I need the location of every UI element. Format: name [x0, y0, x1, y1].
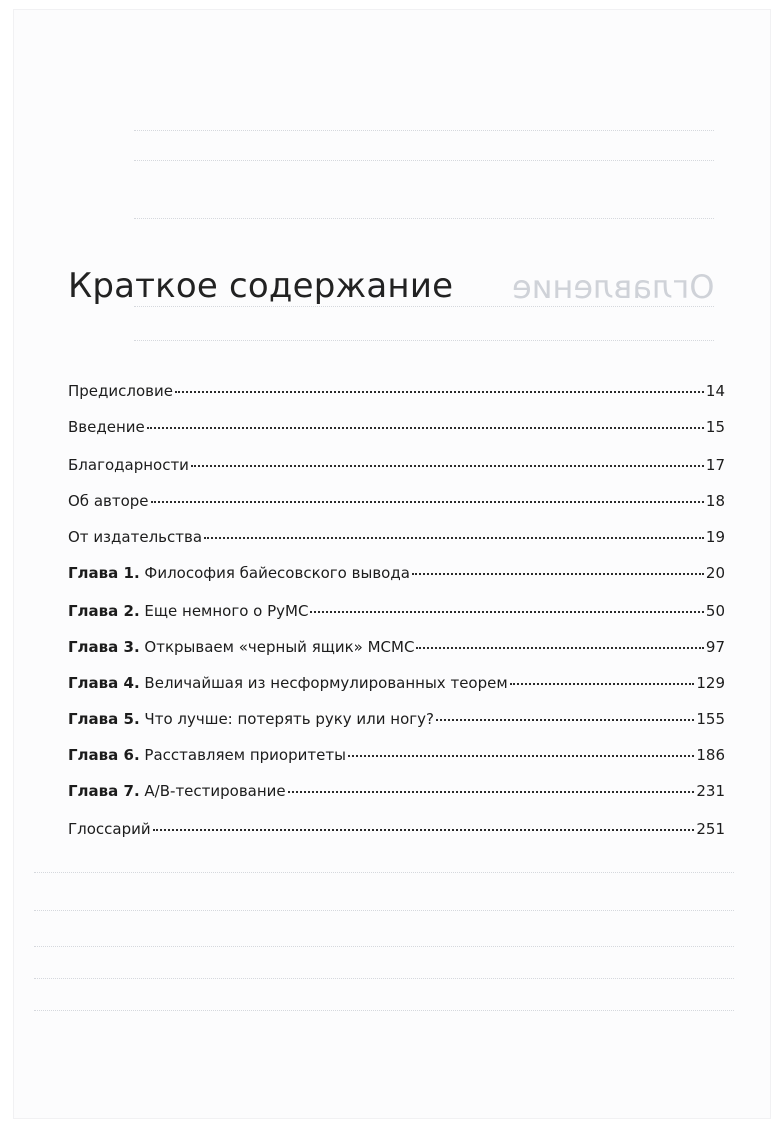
bleed-through-heading: Оглавление [512, 268, 715, 306]
dot-leader [348, 755, 694, 757]
toc-page-number: 14 [705, 382, 725, 400]
toc-page-number: 155 [696, 710, 725, 728]
dot-leader [175, 391, 704, 393]
toc-entry-label: Введение [68, 418, 145, 436]
toc-entry-label: Глава 3. Открываем «черный ящик» MCMC [68, 638, 415, 656]
bleed-through-line [134, 160, 714, 161]
dot-leader [191, 465, 704, 467]
toc-entry-chapter-1 [68, 564, 725, 582]
dot-leader [412, 573, 704, 575]
toc-entry-label: От издательства [68, 528, 203, 546]
bleed-through-line [34, 978, 734, 979]
toc-entry-label: Глава 2. Еще немного о PyMC [68, 602, 309, 620]
page-title: Краткое содержание [68, 266, 454, 306]
toc-entry-label: Предисловие [68, 382, 173, 400]
book-page [14, 10, 770, 1118]
bleed-through-line [134, 130, 714, 131]
toc-entry-chapter-4 [68, 674, 725, 692]
toc-entry-label: Глава 7. A/B-тестирование [68, 782, 286, 800]
toc-page-number: 15 [705, 418, 725, 436]
toc-entry-label: Глава 6. Расставляем приоритеты [68, 746, 346, 764]
toc-entry-chapter-3 [68, 638, 725, 656]
toc-entry-label: Глоссарий [68, 820, 151, 838]
toc-entry [68, 382, 725, 400]
bleed-through-line [34, 946, 734, 947]
toc-page-number: 186 [696, 746, 725, 764]
bleed-through-line [134, 340, 714, 341]
toc-page-number: 97 [705, 638, 725, 656]
bleed-through-line [134, 218, 714, 219]
toc-page-number: 17 [705, 456, 725, 474]
dot-leader [151, 501, 704, 503]
toc-entry [68, 528, 725, 546]
bleed-through-line [34, 910, 734, 911]
toc-entry-chapter-6 [68, 746, 725, 764]
toc-page-number: 19 [705, 528, 725, 546]
toc-page-number: 251 [696, 820, 725, 838]
dot-leader [153, 829, 695, 831]
toc-entry-chapter-2 [68, 602, 725, 620]
bleed-through-line [134, 306, 714, 307]
bleed-through-line [34, 872, 734, 873]
toc-entry [68, 820, 725, 838]
dot-leader [204, 537, 704, 539]
toc-entry-label: Глава 5. Что лучше: потерять руку или ногу? [68, 710, 434, 728]
toc-page-number: 18 [705, 492, 725, 510]
toc-entry [68, 456, 725, 474]
toc-page-number: 50 [705, 602, 725, 620]
toc-entry-label: Глава 1. Философия байесовского вывода [68, 564, 410, 582]
dot-leader [510, 683, 695, 685]
toc-page-number: 20 [705, 564, 725, 582]
toc-page-number: 129 [696, 674, 725, 692]
toc-entry-label: Глава 4. Величайшая из несформулированных теорем [68, 674, 508, 692]
toc-entry [68, 492, 725, 510]
toc-entry [68, 418, 725, 436]
dot-leader [310, 611, 703, 613]
dot-leader [147, 427, 704, 429]
toc-entry-chapter-7 [68, 782, 725, 800]
dot-leader [288, 791, 695, 793]
dot-leader [436, 719, 694, 721]
toc-entry-chapter-5 [68, 710, 725, 728]
bleed-through-line [34, 1010, 734, 1011]
toc-page-number: 231 [696, 782, 725, 800]
toc-entry-label: Об авторе [68, 492, 149, 510]
dot-leader [416, 647, 703, 649]
toc-entry-label: Благодарности [68, 456, 189, 474]
